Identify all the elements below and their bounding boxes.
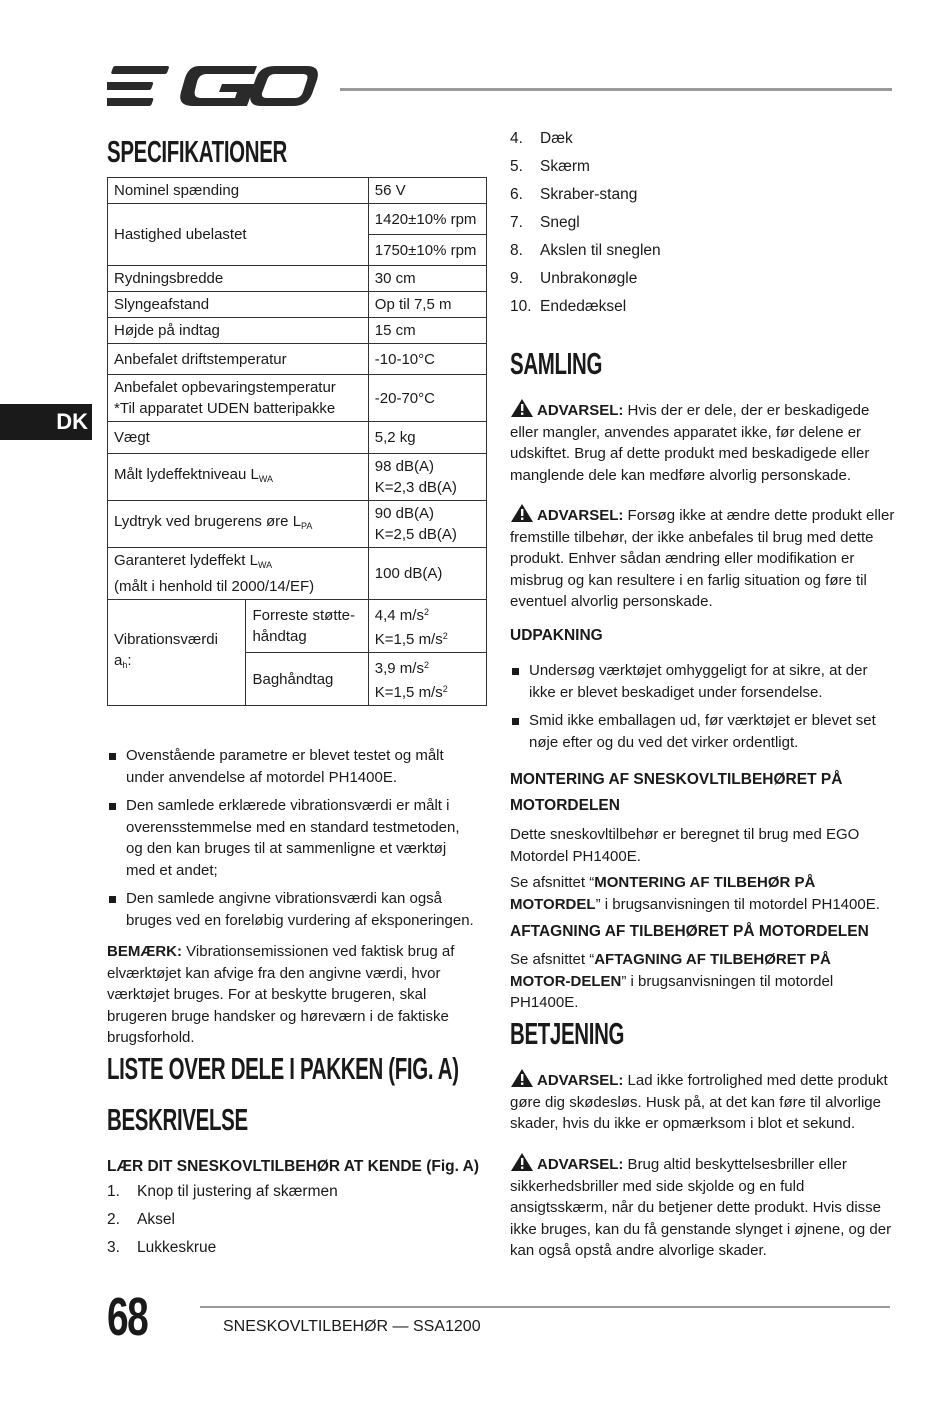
mounting-heading-line1: MONTERING AF SNESKOVLTILBEHØRET PÅ [510, 771, 843, 788]
removal-heading: AFTAGNING AF TILBEHØRET PÅ MOTORDELEN [510, 923, 869, 940]
item-number: 4. [510, 130, 523, 147]
table-row [108, 501, 487, 548]
warning-label: ADVARSEL: [537, 1156, 624, 1173]
spec-label: Nominel spænding [108, 178, 369, 204]
warning-text: Hvis der er dele, der er beskadigede eller mangler, anvendes apparatet ikke, før delene er udskiftet. Brug af dette produkt med beskadigede eller manglende dele kan medføre alvorlig personskade. [510, 402, 870, 484]
header-rule [340, 88, 892, 91]
list-item [510, 214, 661, 242]
spec-value: 15 cm [368, 318, 486, 344]
list-item [510, 186, 661, 214]
warning-icon [510, 503, 534, 523]
spec-label: Rydningsbredde [108, 266, 369, 292]
spec-label: Anbefalet driftstemperatur [108, 344, 369, 375]
item-number: 3. [107, 1239, 120, 1256]
spec-value: 1420±10% rpm [368, 204, 486, 235]
assembly-heading: SAMLING [510, 346, 603, 381]
item-label: Skraber-stang [540, 186, 638, 203]
unpacking-list [510, 660, 885, 760]
note-paragraph [107, 941, 479, 1049]
spec-label: Vægt [108, 422, 369, 454]
warning-icon [510, 1152, 534, 1172]
footer-text: SNESKOVLTILBEHØR — SSA1200 [223, 1318, 481, 1335]
spec-value: 100 dB(A) [368, 548, 486, 600]
subscript: WA [258, 474, 273, 484]
spec-notes-list [107, 745, 477, 938]
spec-label-text: Garanteret lydeffekt L [114, 552, 258, 569]
spec-label-text: Målt lydeffektniveau L [114, 466, 259, 483]
item-label: Akslen til sneglen [540, 242, 661, 259]
spec-heading: SPECIFIKATIONER [107, 134, 287, 169]
spec-label-text: Lydtryk ved brugerens øre L [114, 513, 302, 530]
spec-value [368, 454, 486, 501]
item-number: 8. [510, 242, 523, 259]
spec-value [368, 653, 486, 706]
spec-value-line: 98 dB(A) [374, 458, 434, 475]
item-label: Skærm [540, 158, 590, 175]
spec-label: Højde på indtag [108, 318, 369, 344]
assembly-warning-1 [510, 398, 895, 486]
spec-sublabel: Forreste støtte-håndtag [246, 600, 368, 653]
table-row [108, 548, 487, 600]
superscript: 2 [423, 607, 429, 617]
operation-warning-1 [510, 1068, 895, 1135]
list-item [510, 158, 661, 186]
mounting-text: Dette sneskovltilbehør er beregnet til brug med EGO Motordel PH1400E. [510, 826, 860, 865]
subscript: PA [301, 521, 313, 531]
note-text: Vibrationsemissionen ved faktisk brug af elværktøjet kan afvige fra den angivne værdi, hvor værktøjet bruges. For at beskytte brugeren, skal brugeren bruge handsker og høreværn i de faktiske brugsforhold. [107, 943, 455, 1046]
operation-warning-2 [510, 1152, 895, 1262]
spec-sublabel: Baghåndtag [246, 653, 368, 706]
ref-suffix: ” i brugsanvisningen til motordel PH1400E. [595, 895, 880, 913]
list-item [107, 1183, 338, 1211]
parts-list [107, 1183, 338, 1267]
warning-label: ADVARSEL: [537, 402, 624, 419]
spec-value-line: K=1,5 m/s [374, 631, 443, 648]
parts-list-continued [510, 130, 661, 326]
unpacking-heading: UDPAKNING [510, 627, 603, 644]
spec-value [368, 600, 486, 653]
superscript: 2 [442, 631, 448, 641]
spec-value: -10-10°C [368, 344, 486, 375]
list-item: Smid ikke emballagen ud, før værktøjet er blevet set nøje efter og du ved det virker ordentligt. [510, 710, 885, 753]
note-label: BEMÆRK: [107, 943, 182, 960]
subscript: h [122, 660, 128, 670]
table-row [108, 344, 487, 375]
footer-rule [200, 1306, 890, 1308]
item-label: Lukkeskrue [137, 1239, 217, 1256]
spec-value: 56 V [368, 178, 486, 204]
list-item [510, 298, 661, 326]
item-label: Endedæksel [540, 298, 627, 315]
item-label: Dæk [540, 130, 573, 147]
superscript: 2 [442, 684, 448, 694]
mounting-heading-line2: MOTORDELEN [510, 797, 620, 814]
ref-section-title: AFTAGNING AF TILBEHØRET PÅ MOTOR-DELEN [510, 951, 831, 990]
spec-table [107, 177, 487, 706]
spec-value: Op til 7,5 m [368, 292, 486, 318]
warning-text: Forsøg ikke at ændre dette produkt eller fremstille tilbehør, der ikke anbefales til brug med dette produkt. Enhver sådan ændring eller modifikation er misbrug og kan resultere i en farlig situation og føre til eventuel alvorlig personskade. [510, 507, 895, 610]
ref-suffix: ” i brugsanvisningen til motordel PH1400E. [510, 972, 834, 1011]
spec-value-line: K=2,3 dB(A) [374, 479, 457, 496]
item-number: 7. [510, 214, 523, 231]
list-item [510, 130, 661, 158]
ref-prefix: Se afsnittet “ [510, 874, 595, 891]
spec-label [108, 600, 246, 706]
mounting-reference [510, 872, 895, 915]
list-item [107, 1239, 338, 1267]
parts-heading: LISTE OVER DELE I PAKKEN (FIG. A) [107, 1051, 459, 1086]
item-label: Snegl [540, 214, 580, 231]
spec-value-line: K=2,5 dB(A) [374, 526, 457, 543]
warning-icon [510, 398, 534, 418]
spec-label-line: Anbefalet opbevaringstemperatur [114, 379, 336, 396]
table-row [108, 266, 487, 292]
item-label: Aksel [137, 1211, 175, 1228]
list-item [510, 242, 661, 270]
spec-label: Slyngeafstand [108, 292, 369, 318]
table-row [108, 422, 487, 454]
spec-label [108, 548, 369, 600]
spec-label [108, 454, 369, 501]
superscript: 2 [423, 660, 429, 670]
spec-value: 1750±10% rpm [368, 235, 486, 266]
spec-label: Hastighed ubelastet [108, 204, 369, 266]
spec-value: 5,2 kg [368, 422, 486, 454]
ego-logo [107, 62, 319, 112]
removal-reference [510, 949, 880, 1014]
table-row [108, 318, 487, 344]
spec-label-line: *Til apparatet UDEN batteripakke [114, 400, 336, 417]
spec-value-line: K=1,5 m/s [374, 684, 443, 701]
item-number: 10. [510, 298, 532, 315]
language-tab-label: DK [56, 409, 88, 434]
table-row [108, 178, 487, 204]
parts-subheading: LÆR DIT SNESKOVLTILBEHØR AT KENDE (Fig. A) [107, 1158, 479, 1175]
warning-label: ADVARSEL: [537, 1072, 624, 1089]
table-row [108, 454, 487, 501]
spec-value [368, 501, 486, 548]
list-item [510, 270, 661, 298]
spec-value-line: 90 dB(A) [374, 505, 434, 522]
ref-section-title: MONTERING AF TILBEHØR PÅ MOTORDEL [510, 874, 816, 913]
warning-text: Brug altid beskyttelsesbriller eller sikkerhedsbriller med side skjolde og en fuld ansigtsskærm, når du betjener dette produkt. Hvis disse ikke bruges, kan du få genstande slynget i øjnene, og der kan også opstå andre alvorlige skader. [510, 1156, 892, 1259]
spec-value-line: 4,4 m/s [374, 607, 424, 624]
table-row [108, 292, 487, 318]
table-row [108, 375, 487, 422]
list-item: Undersøg værktøjet omhyggeligt for at sikre, at der ikke er blevet beskadiget under forsendelse. [510, 660, 885, 703]
language-tab [0, 404, 92, 440]
warning-label: ADVARSEL: [537, 507, 624, 524]
description-heading: BESKRIVELSE [107, 1102, 248, 1137]
list-item: Ovenstående parametre er blevet testet og målt under anvendelse af motordel PH1400E. [107, 745, 477, 788]
operation-heading: BETJENING [510, 1016, 625, 1051]
item-number: 1. [107, 1183, 120, 1200]
item-number: 6. [510, 186, 523, 203]
list-item: Den samlede angivne vibrationsværdi kan også bruges ved en foreløbig vurdering af eksponeringen. [107, 888, 477, 931]
spec-value: 30 cm [368, 266, 486, 292]
spec-label [108, 375, 369, 422]
table-row [108, 204, 487, 235]
item-label: Knop til justering af skærmen [137, 1183, 338, 1200]
item-number: 5. [510, 158, 523, 175]
item-number: 9. [510, 270, 523, 287]
spec-label [108, 501, 369, 548]
table-row [108, 600, 487, 653]
spec-value-line: 3,9 m/s [374, 660, 424, 677]
subscript: WA [257, 560, 273, 570]
ref-prefix: Se afsnittet “ [510, 951, 595, 968]
spec-label-text: Vibrationsværdi a [114, 631, 218, 669]
page-number: 68 [107, 1287, 148, 1347]
spec-label-colon: : [127, 652, 132, 669]
warning-text: Lad ikke fortrolighed med dette produkt gøre dig skødesløs. Husk på, at det kan føre til alvorlige skader, hvis du ikke er opmærksom i blot et sekund. [510, 1072, 888, 1132]
item-label: Unbrakonøgle [540, 270, 638, 287]
spec-value: -20-70°C [368, 375, 486, 422]
spec-label-line: (målt i henhold til 2000/14/EF) [114, 578, 315, 595]
item-number: 2. [107, 1211, 120, 1228]
list-item: Den samlede erklærede vibrationsværdi er målt i overensstemmelse med en standard testmetoden, og den kan bruges til at sammenligne et værktøj med et andet; [107, 795, 477, 881]
list-item [107, 1211, 338, 1239]
assembly-warning-2 [510, 503, 895, 613]
warning-icon [510, 1068, 534, 1088]
